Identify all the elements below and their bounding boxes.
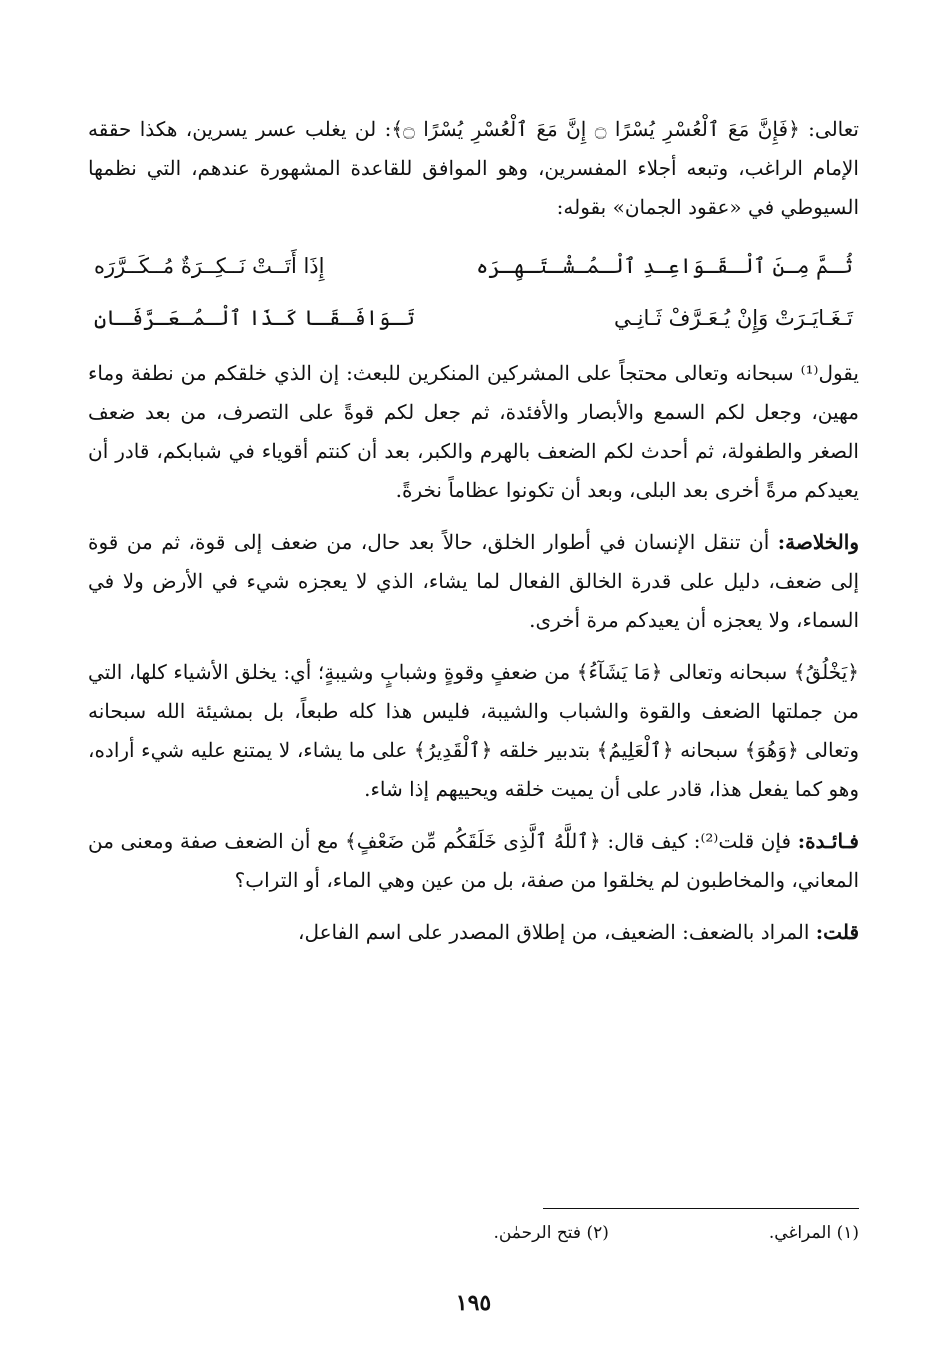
footnote-1: (١) المراغي. xyxy=(768,1223,859,1243)
paragraph-1 xyxy=(88,110,859,227)
poem-line-1 xyxy=(88,240,859,292)
paragraph-6 xyxy=(88,913,859,952)
page-number: ١٩٥ xyxy=(455,1290,492,1316)
paragraph-4-text: ﴿يَخْلُقُ﴾ سبحانه وتعالى ﴿مَا يَشَآءُ﴾ من ضعفٍ وقوةٍ وشبابٍ وشيبةٍ؛ أي: يخلق الأشياء كلها، التي من جملتها الضعف والقوة والشباب والشيبة، فليس هذا كله طبعاً، بل بمشيئة الله سبحانه وتعالى ﴿وَهُوَ﴾ سبحانه ﴿ٱلْعَلِيمُ﴾ بتدبير خلقه ﴿ٱلْقَدِيرُ﴾ على ما يشاء، لا يمتنع عليه شيء أراده، وهو كما يفعل هذا، قادر على أن يميت خلقه ويحييهم إذا شاء. xyxy=(88,660,859,801)
poem-line-1-second-hemistich: إِذَا أَتَــتْ نَــكِــرَةٌ مُــكَــرَّرَه xyxy=(94,254,325,278)
main-text xyxy=(88,110,859,952)
paragraph-5-text: فإن قلت⁽²⁾: كيف قال: ﴿ٱللَّهُ ٱلَّذِى خَلَقَكُم مِّن ضَعْفٍ﴾ مع أن الضعف صفة ومعنى من المعاني، والمخاطبون لم يخلقوا من صفة، بل من عين وهي الماء، أو التراب؟ xyxy=(88,829,859,892)
footnote-divider xyxy=(543,1208,859,1209)
answer-heading: قلت: xyxy=(815,920,859,944)
poem-line-1-first-hemistich: ثُـمَّ مِـنَ ٱلْـقَـوَاعِـدِ ٱلْـمُـشْـتَـهِـرَه xyxy=(476,254,853,278)
summary-heading: والخلاصة: xyxy=(777,530,859,554)
footnote-2: (٢) فتح الرحمٰن. xyxy=(493,1223,609,1243)
poem-line-2 xyxy=(88,292,859,344)
footnotes xyxy=(299,1223,859,1243)
paragraph-6-text: المراد بالضعف: الضعيف، من إطلاق المصدر على اسم الفاعل، xyxy=(298,920,816,944)
poem-line-2-first-hemistich: تَـغَـايَـرَتْ وَإِنْ يُـعَـرَّفْ ثَـانِـي xyxy=(614,306,853,330)
paragraph-3 xyxy=(88,523,859,640)
paragraph-2-text: يقول⁽¹⁾ سبحانه وتعالى محتجاً على المشركين المنكرين للبعث: إن الذي خلقكم من نطفة وماء مهين، وجعل لكم السمع والأبصار والأفئدة، ثم جعل لكم قوةً على التصرف، من بعد ضعف الصغر والطفولة، ثم أحدث لكم الضعف بالهرم والكبر، بعد أن كنتم أقوياء في شبابكم، قادر أن يعيدكم مرةً أخرى بعد البلى، وبعد أن تكونوا عظاماً نخرةً. xyxy=(88,361,859,502)
poem-block xyxy=(88,240,859,344)
paragraph-1-text: تعالى: ﴿فَإِنَّ مَعَ ٱلْعُسْرِ يُسْرًا ۝ إِنَّ مَعَ ٱلْعُسْرِ يُسْرًا ۝﴾: لن يغلب عسر يسرين، هكذا حققه الإمام الراغب، وتبعه أجلاء المفسرين، وهو الموافق للقاعدة المشهورة عندهم، التي نظمها السيوطي في «عقود الجمان» بقوله: xyxy=(88,117,859,219)
paragraph-4 xyxy=(88,653,859,809)
poem-line-2-second-hemistich: تَـوَافَـقَـا كَـذَا ٱلْـمُـعَـرَّفَـانِ xyxy=(94,306,415,330)
paragraph-5 xyxy=(88,822,859,900)
benefit-heading: فـائـدة: xyxy=(797,829,859,853)
paragraph-2 xyxy=(88,354,859,510)
paragraph-3-text: أن تنقل الإنسان في أطوار الخلق، حالاً بعد حال، من ضعف إلى قوة، ثم من قوة إلى ضعف، دليل على قدرة الخالق الفعال لما يشاء، الذي لا يعجزه شيء في الأرض ولا في السماء، ولا يعجزه أن يعيدكم مرة أخرى. xyxy=(88,530,859,632)
